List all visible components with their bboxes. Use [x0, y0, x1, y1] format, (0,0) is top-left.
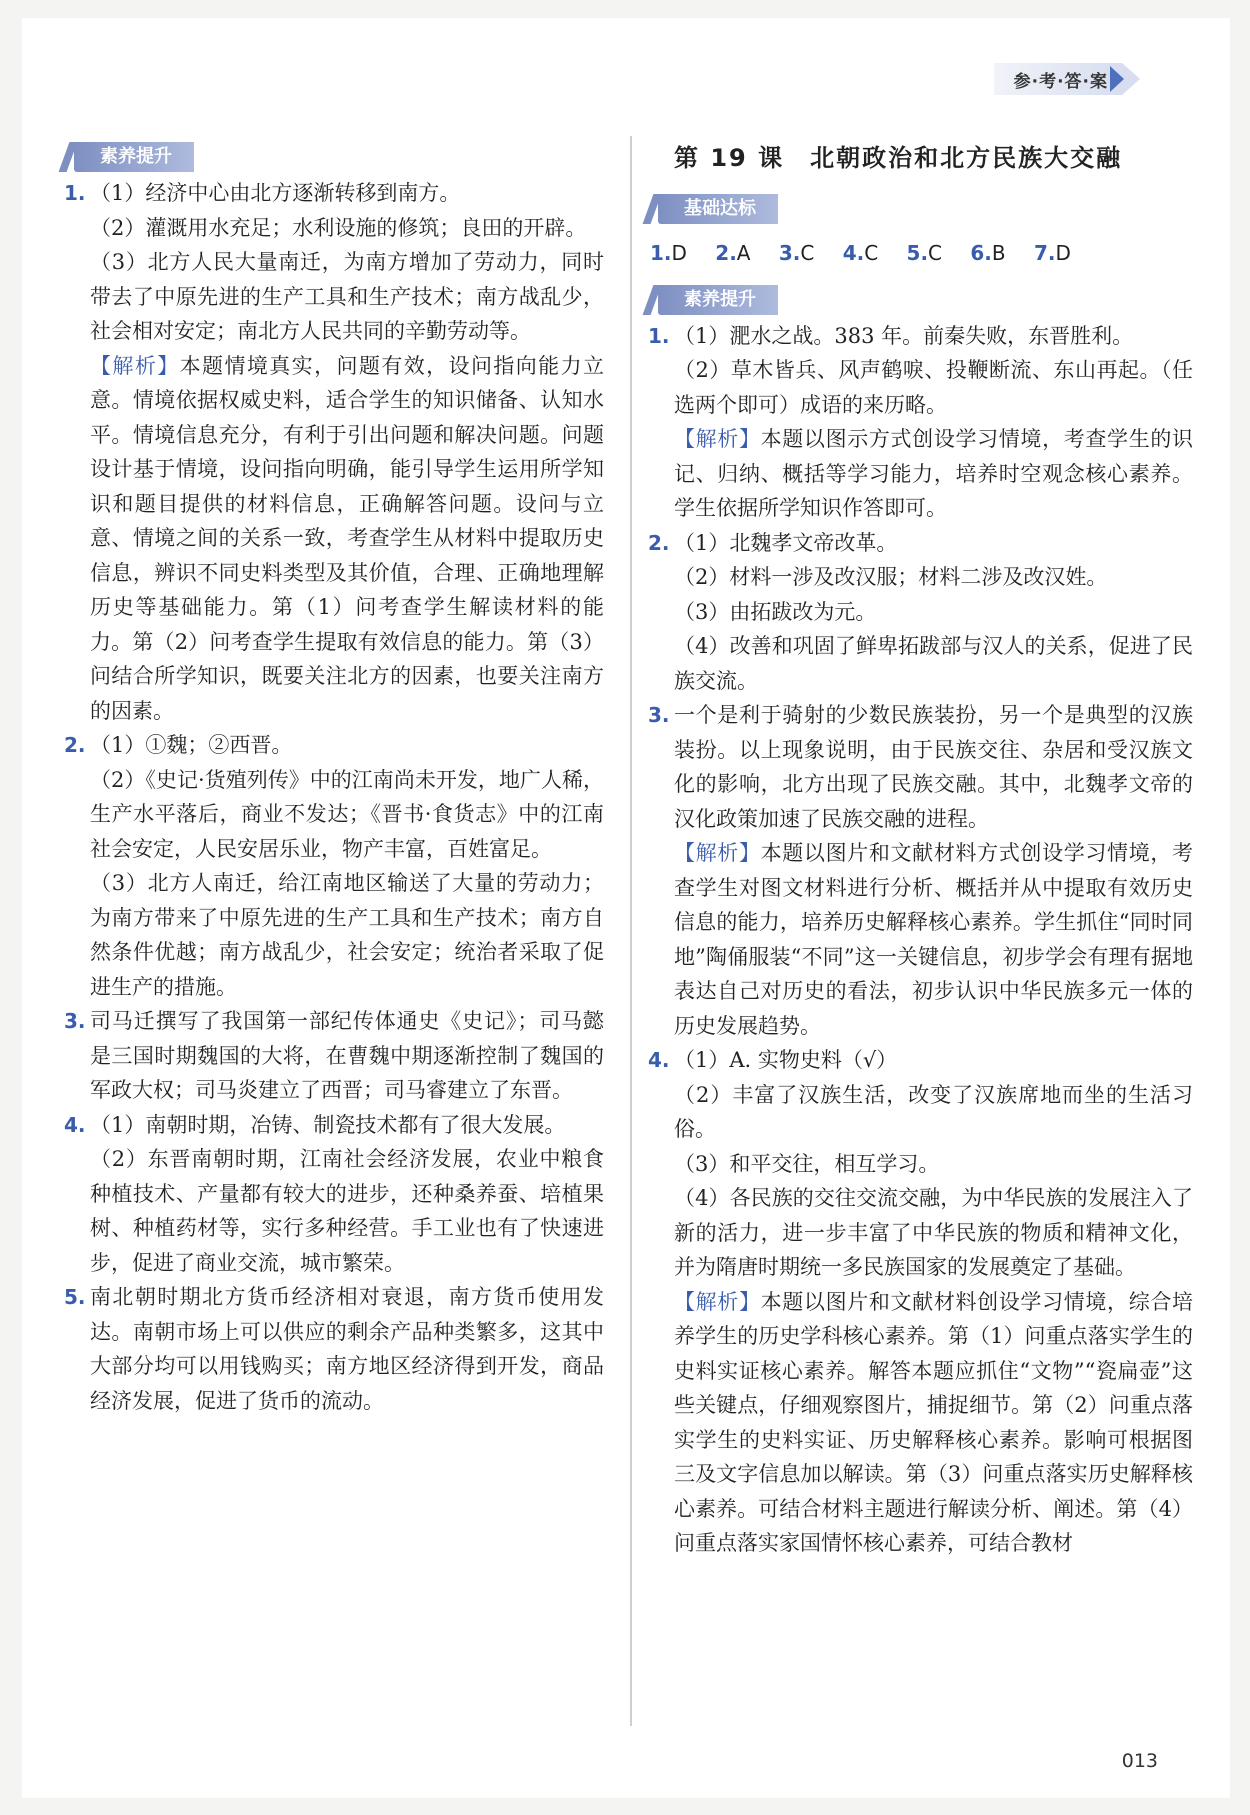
answer-text: （3）北方人民大量南迁，为南方增加了劳动力，同时带去了中原先进的生产工具和生产技术；南方战乱少，社会相对安定；南北方人民共同的辛勤劳动等。 — [90, 250, 604, 343]
answer-text: （2）东晋南朝时期，江南社会经济发展，农业中粮食种植技术、产量都有较大的进步，还种桑养蚕、培植果树、种植药材等，实行多种经营。手工业也有了快速进步，促进了商业交流，城市繁荣。 — [90, 1147, 604, 1275]
analysis-text: 本题以图片和文献材料创设学习情境，综合培养学生的历史学科核心素养。第（1）问重点落实学生的史料实证核心素养。解答本题应抓住“文物”“瓷扁壶”这些关键点，仔细观察图片，捕捉细节。第（2）问重点落实学生的史料实证、历史解释核心素养。影响可根据图三及文字信息加以解读。第（3）问重点落实历史解释核心素养。可结合材料主题进行解读分析、阐述。第（4）问重点落实家国情怀核心素养，可结合教材 — [674, 1289, 1193, 1555]
choice-item: 7.D — [1033, 241, 1071, 265]
choice-item: 1.D — [650, 241, 687, 265]
answer-text: （1）淝水之战。383 年。前秦失败，东晋胜利。 — [674, 323, 1134, 348]
question-number: 4. — [648, 1048, 670, 1072]
analysis — [674, 422, 1193, 526]
section-badge: 素养提升 — [658, 285, 778, 315]
header-label: 参·考·答·案 — [994, 63, 1122, 95]
question-number: 2. — [648, 530, 670, 555]
lesson-title: 第 19 课 北朝政治和北方民族大交融 — [674, 144, 1123, 172]
section-badge: 素养提升 — [74, 142, 194, 172]
answer-text: （3）和平交往，相互学习。 — [674, 1151, 940, 1176]
answer-text: 南北朝时期北方货币经济相对衰退，南方货币使用发达。南朝市场上可以供应的剩余产品种类繁多，这其中大部分均可以用钱购买；南方地区经济得到开发，商品经济发展，促进了货币的流动。 — [90, 1285, 604, 1413]
chevron-right-icon — [1122, 63, 1140, 95]
question-number: 3. — [648, 703, 670, 727]
answer-text: （1）北魏孝文帝改革。 — [674, 530, 898, 555]
question-1 — [648, 319, 1193, 526]
question-5 — [64, 1280, 604, 1418]
left-column — [64, 138, 604, 1418]
choice-item: 5.C — [906, 241, 943, 265]
answer-text: （1）南朝时期，冶铸、制瓷技术都有了很大发展。 — [90, 1112, 566, 1137]
question-number: 1. — [64, 181, 86, 205]
analysis-label: 【解析】 — [674, 841, 761, 865]
answer-text: （1）经济中心由北方逐渐转移到南方。 — [90, 181, 461, 205]
answer-text: （2）《史记·货殖列传》中的江南尚未开发，地广人稀，生产水平落后，商业不发达；《晋书·食货志》中的江南社会安定，人民安居乐业，物产丰富，百姓富足。 — [90, 767, 604, 861]
analysis-text: 本题以图片和文献材料方式创设学习情境，考查学生对图文材料进行分析、概括并从中提取有效历史信息的能力，培养历史解释核心素养。学生抓住“同时同地”陶俑服装“不同”这一关键信息，初步学会有理有据地表达自己对历史的看法，初步认识中华民族多元一体的历史发展趋势。 — [674, 841, 1193, 1038]
page — [22, 18, 1230, 1798]
analysis — [674, 836, 1193, 1043]
question-number: 1. — [648, 323, 670, 348]
answer-text: （1）A. 实物史料（√） — [674, 1048, 898, 1072]
page-number: 013 — [1121, 1750, 1158, 1772]
question-4 — [64, 1108, 604, 1281]
question-1 — [64, 176, 604, 728]
analysis-text: 本题情境真实，问题有效，设问指向能力立意。情境依据权威史料，适合学生的知识储备、认知水平。情境信息充分，有利于引出问题和解决问题。问题设计基于情境，设问指向明确，能引导学生运用所学知识和题目提供的材料信息，正确解答问题。设问与立意、情境之间的关系一致，考查学生从材料中提取历史信息，辨识不同史料类型及其价值，合理、正确地理解历史等基础能力。第（1）问考查学生解读材料的能力。第（2）问考查学生提取有效信息的能力。第（3）问结合所学知识，既要关注北方的因素，也要关注南方的因素。 — [90, 353, 605, 723]
choice-item: 3.C — [778, 241, 815, 265]
analysis-label: 【解析】 — [90, 353, 180, 378]
question-number: 4. — [64, 1112, 86, 1137]
question-number: 2. — [64, 733, 86, 757]
section-badge: 基础达标 — [658, 194, 778, 224]
question-number: 5. — [64, 1285, 86, 1309]
answer-text: （4）改善和巩固了鲜卑拓跋部与汉人的关系，促进了民族交流。 — [674, 634, 1193, 693]
answer-text: （4）各民族的交往交流交融，为中华民族的发展注入了新的活力，进一步丰富了中华民族的物质和精神文化，并为隋唐时期统一多民族国家的发展奠定了基础。 — [674, 1186, 1193, 1279]
choice-item: 4.C — [842, 241, 879, 265]
analysis-label: 【解析】 — [674, 427, 761, 451]
answer-text: 司马迁撰写了我国第一部纪传体通史《史记》；司马懿是三国时期魏国的大将，在曹魏中期逐渐控制了魏国的军政大权；司马炎建立了西晋；司马睿建立了东晋。 — [90, 1009, 604, 1102]
right-column — [648, 138, 1193, 1561]
answer-text: （2）材料一涉及改汉服；材料二涉及改汉姓。 — [674, 565, 1108, 589]
answer-text: （3）北方人南迁，给江南地区输送了大量的劳动力；为南方带来了中原先进的生产工具和生产技术；南方自然条件优越；南方战乱少，社会安定；统治者采取了促进生产的措施。 — [90, 871, 604, 999]
question-2 — [648, 526, 1193, 699]
choice-answers — [650, 236, 1193, 271]
choice-item: 2.A — [715, 241, 751, 265]
question-number: 3. — [64, 1009, 86, 1033]
analysis-label: 【解析】 — [674, 1289, 761, 1314]
answer-text: （2）灌溉用水充足；水利设施的修筑；良田的开辟。 — [90, 215, 587, 240]
answer-text: （2）丰富了汉族生活，改变了汉族席地而坐的生活习俗。 — [674, 1082, 1193, 1141]
answer-text: （1）①魏；②西晋。 — [90, 733, 293, 757]
column-divider — [630, 136, 632, 1726]
question-4 — [648, 1043, 1193, 1561]
choice-item: 6.B — [970, 241, 1006, 265]
question-3 — [648, 698, 1193, 1043]
analysis-text: 本题以图示方式创设学习情境，考查学生的识记、归纳、概括等学习能力，培养时空观念核心素养。学生依据所学知识作答即可。 — [674, 427, 1193, 520]
answer-text: （3）由拓跋改为元。 — [674, 599, 877, 624]
answer-text: 一个是利于骑射的少数民族装扮，另一个是典型的汉族装扮。以上现象说明，由于民族交往、杂居和受汉族文化的影响，北方出现了民族交融。其中，北魏孝文帝的汉化政策加速了民族交融的进程。 — [674, 703, 1193, 831]
header-tab — [994, 62, 1140, 96]
answer-text: （2）草木皆兵、风声鹤唳、投鞭断流、东山再起。（任选两个即可）成语的来历略。 — [674, 358, 1193, 417]
question-3 — [64, 1004, 604, 1108]
question-2 — [64, 728, 604, 1004]
analysis — [674, 1285, 1193, 1561]
analysis — [90, 349, 604, 729]
